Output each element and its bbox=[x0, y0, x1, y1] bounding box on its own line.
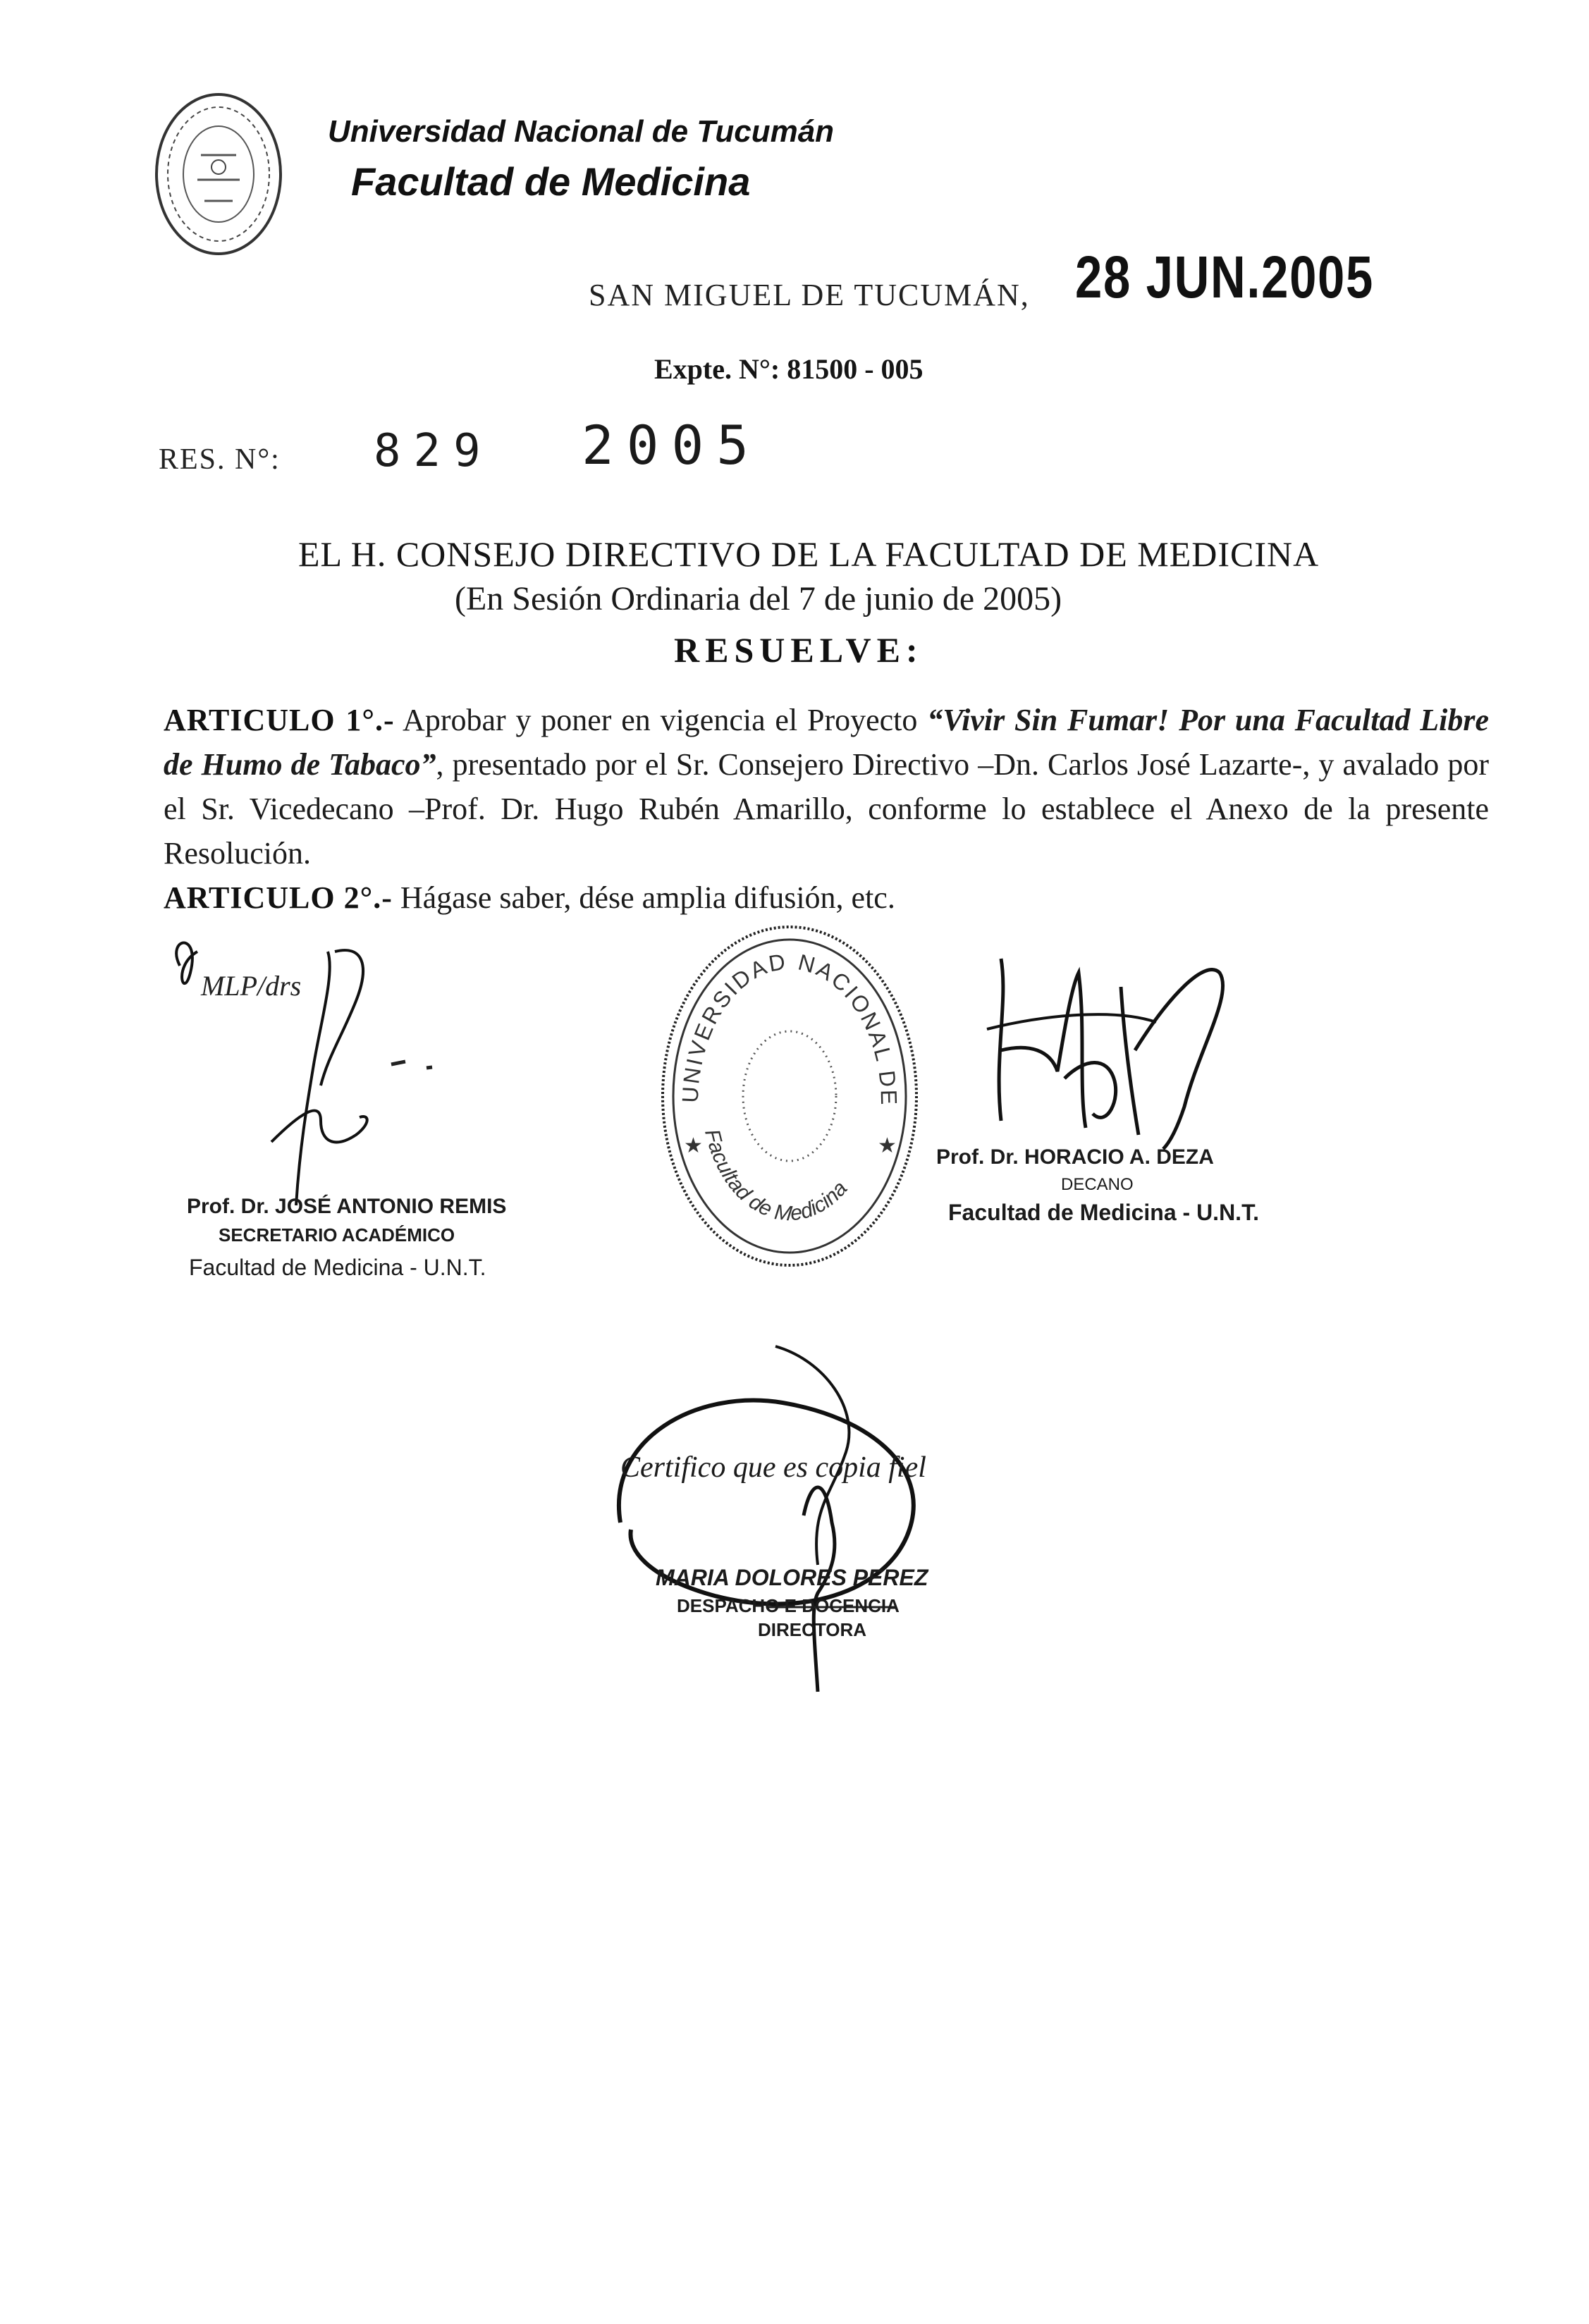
signatory-2-institution: Facultad de Medicina - U.N.T. bbox=[948, 1200, 1259, 1225]
article-label: ARTICULO 2°.- bbox=[164, 880, 393, 915]
certifier-title: DIRECTORA bbox=[758, 1619, 867, 1640]
signatory-1-name: Prof. Dr. JOSÉ ANTONIO REMIS bbox=[187, 1195, 507, 1218]
svg-text:Facultad de Medicina bbox=[700, 1127, 852, 1226]
council-heading: EL H. CONSEJO DIRECTIVO DE LA FACULTAD DE MEDICINA bbox=[298, 534, 1320, 574]
resolution-number: 829 bbox=[374, 425, 493, 477]
signatory-1-role: SECRETARIO ACADÉMICO bbox=[219, 1224, 455, 1246]
certifier-role: DESPACHO E DOCENCIA bbox=[677, 1595, 900, 1616]
seal-outer-text: UNIVERSIDAD NACIONAL DE bbox=[677, 948, 902, 1107]
resolution-label: RES. N°: bbox=[159, 443, 281, 476]
seal-inner-text: Facultad de Medicina bbox=[700, 1126, 852, 1226]
article-1 bbox=[164, 698, 1489, 875]
signature-dean bbox=[973, 945, 1255, 1156]
official-seal bbox=[656, 920, 924, 1272]
svg-text:UNIVERSIDAD NACIONAL DE TUCUMA bbox=[656, 920, 902, 1107]
city-label: SAN MIGUEL DE TUCUMÁN, bbox=[589, 278, 1030, 312]
signatory-2-name: Prof. Dr. HORACIO A. DEZA bbox=[936, 1145, 1214, 1169]
article-2 bbox=[164, 875, 1489, 920]
certification-seal bbox=[599, 1339, 966, 1706]
svg-text:★: ★ bbox=[878, 1134, 897, 1157]
svg-text:★: ★ bbox=[684, 1134, 703, 1157]
project-title: “Vivir Sin Fumar! Por una Facultad Libre de Humo de Tabaco” bbox=[164, 703, 1489, 782]
session-note: (En Sesión Ordinaria del 7 de junio de 2005) bbox=[455, 580, 1062, 617]
typist-initials: MLP/drs bbox=[201, 970, 302, 1002]
article-text: Aprobar y poner en vigencia el Proyecto bbox=[403, 703, 918, 737]
expediente-number: Expte. N°: 81500 - 005 bbox=[654, 353, 924, 385]
signature-secretary bbox=[159, 923, 462, 1219]
signatory-2-role: DECANO bbox=[1061, 1175, 1134, 1194]
signatory-1-institution: Facultad de Medicina - U.N.T. bbox=[189, 1255, 486, 1280]
faculty-name: Facultad de Medicina bbox=[351, 159, 751, 204]
certifier-name: MARIA DOLORES PEREZ bbox=[656, 1565, 928, 1590]
resolution-year: 2005 bbox=[582, 414, 762, 477]
resolves-heading: RESUELVE: bbox=[674, 630, 924, 670]
resolution-body bbox=[164, 698, 1489, 920]
certification-handwritten: Certifico que es copia fiel bbox=[620, 1451, 926, 1484]
university-name: Universidad Nacional de Tucumán bbox=[328, 114, 835, 149]
stamped-date: 28 JUN.2005 bbox=[1075, 244, 1374, 310]
article-text: Hágase saber, dése amplia difusión, etc. bbox=[400, 880, 895, 915]
article-label: ARTICULO 1°.- bbox=[164, 703, 395, 737]
article-text: , presentado por el Sr. Consejero Directivo –Dn. Carlos José Lazarte-, y avalado por el Sr. Vicedecano –Prof. Dr. Hugo Rubén Amarillo, conforme lo establece el Anexo de la presente Resolución. bbox=[164, 747, 1489, 871]
university-crest-logo bbox=[152, 88, 286, 261]
